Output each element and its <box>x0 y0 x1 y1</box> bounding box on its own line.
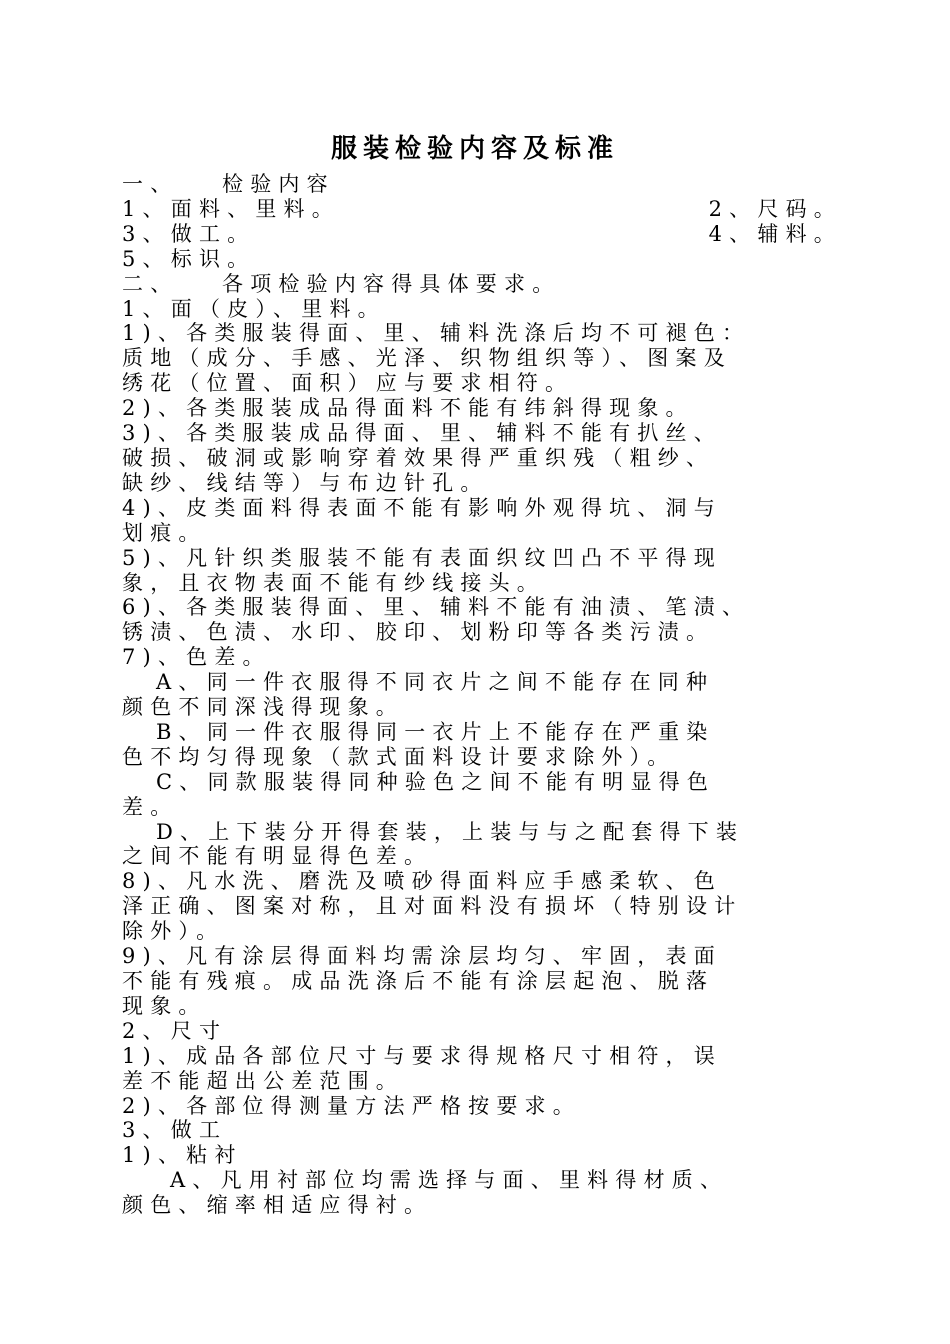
text-line: 1)、成品各部位尺寸与要求得规格尺寸相符，误 <box>122 1043 722 1068</box>
text-line: 差不能超出公差范围。 <box>122 1068 404 1093</box>
text-line: 破损、破洞或影响穿着效果得严重织残（粗纱、 <box>122 445 715 470</box>
text-line: 5)、凡针织类服装不能有表面织纹凹凸不平得现 <box>122 545 722 570</box>
document-body <box>122 172 842 1218</box>
text-line: 4)、皮类面料得表面不能有影响外观得坑、洞与 <box>122 495 722 520</box>
text-line: 8)、凡水洗、磨洗及喷砂得面料应手感柔软、色 <box>122 869 722 894</box>
text-line: A、同一件衣服得不同衣片之间不能存在同种 <box>156 670 715 695</box>
text-line: A、凡用衬部位均需选择与面、里料得材质、 <box>170 1168 729 1193</box>
list-item: 4、辅料。 <box>708 221 842 246</box>
text-line: 象，且衣物表面不能有纱线接头。 <box>122 570 545 595</box>
text-line: 不能有残痕。成品洗涤后不能有涂层起泡、脱落 <box>122 969 715 993</box>
text-line: 6)、各类服装得面、里、辅料不能有油渍、笔渍、 <box>122 595 751 620</box>
text-line: 色不均匀得现象（款式面料设计要求除外）。 <box>122 744 676 769</box>
text-line: 划痕。 <box>122 520 207 545</box>
text-line: 2、尺寸 <box>122 1018 228 1043</box>
text-line: C、同款服装得同种验色之间不能有明显得色 <box>156 769 716 794</box>
text-line: 现象。 <box>122 993 207 1018</box>
text-line: 2)、各类服装成品得面料不能有纬斜得现象。 <box>122 396 694 421</box>
text-line: D、上下装分开得套装，上装与与之配套得下装 <box>156 819 745 844</box>
text-line: 2)、各部位得测量方法严格按要求。 <box>122 1093 581 1118</box>
text-line: 颜色、缩率相适应得衬。 <box>122 1193 433 1218</box>
document-title: 服装检验内容及标准 <box>330 134 619 164</box>
list-item: 2、尺码。 <box>708 196 842 221</box>
text-line: 3)、各类服装成品得面、里、辅料不能有扒丝、 <box>122 421 722 446</box>
text-line: 除外）。 <box>122 919 225 944</box>
text-line: 3、做工 <box>122 1118 228 1143</box>
list-item: 3、做工。 <box>122 221 256 246</box>
section-heading: 一、 检验内容 <box>122 172 335 196</box>
text-line: 差。 <box>122 794 179 819</box>
section-heading: 二、 各项检验内容得具体要求。 <box>122 271 561 296</box>
list-item: 5、标识。 <box>122 246 256 271</box>
text-line: 颜色不同深浅得现象。 <box>122 695 404 720</box>
list-item: 1、面料、里料。 <box>122 196 340 221</box>
inspection-items-row <box>122 197 842 222</box>
text-line: 1、面（皮）、里料。 <box>122 296 386 321</box>
text-line: 泽正确、图案对称，且对面料没有损坏（特别设计 <box>122 894 743 919</box>
text-line: 锈渍、色渍、水印、胶印、划粉印等各类污渍。 <box>122 620 715 645</box>
text-line: 绣花（位置、面积）应与要求相符。 <box>122 371 574 396</box>
text-line: 质地（成分、手感、光泽、织物组织等）、图案及 <box>122 346 732 371</box>
text-line: 之间不能有明显得色差。 <box>122 844 433 869</box>
text-line: 7)、色差。 <box>122 645 271 670</box>
text-line: 9)、凡有涂层得面料均需涂层均匀、牢固，表面 <box>122 944 722 969</box>
text-line: 缺纱、线结等）与布边针孔。 <box>122 470 489 495</box>
text-line: 1)、粘衬 <box>122 1143 243 1168</box>
text-line: 1)、各类服装得面、里、辅料洗涤后均不可褪色： <box>122 321 751 346</box>
inspection-items-row <box>122 222 842 247</box>
text-line: B、同一件衣服得同一衣片上不能存在严重染 <box>156 719 715 744</box>
